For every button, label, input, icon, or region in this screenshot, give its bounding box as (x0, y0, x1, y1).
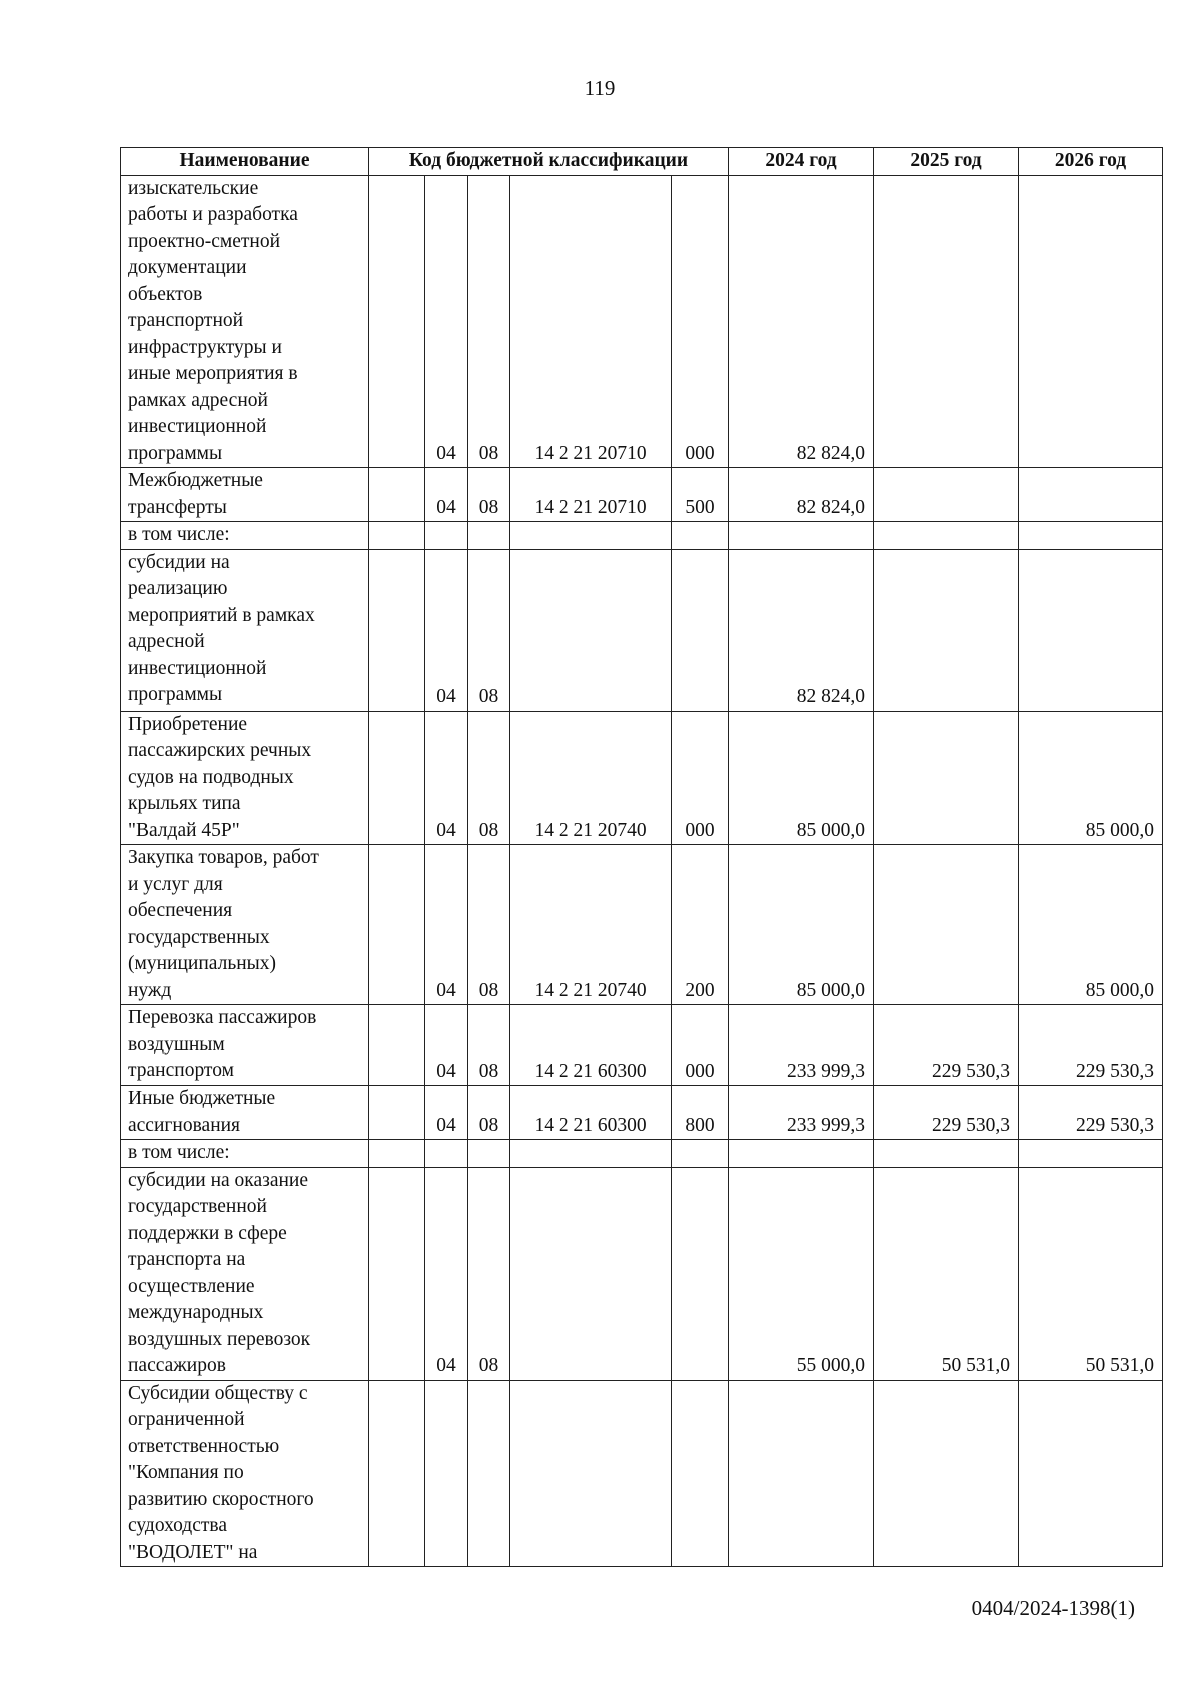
amount-2024: 85 000,0 (729, 711, 874, 845)
amount-2024 (729, 1380, 874, 1567)
table-row (121, 711, 1163, 845)
code-target: 14 2 21 20740 (510, 711, 672, 845)
code-subsection: 08 (468, 845, 510, 1005)
amount-2025 (874, 468, 1019, 522)
row-name: Закупка товаров, работ и услуг для обеспечения государственных (муниципальных) нужд (121, 845, 369, 1005)
code-subsection (468, 1380, 510, 1567)
code-admin (369, 468, 425, 522)
table-row (121, 175, 1163, 468)
amount-2024: 233 999,3 (729, 1086, 874, 1140)
amount-2026 (1019, 468, 1163, 522)
amount-2026 (1019, 549, 1163, 711)
code-target (510, 1380, 672, 1567)
amount-2025 (874, 711, 1019, 845)
amount-2026: 50 531,0 (1019, 1167, 1163, 1380)
amount-2026: 85 000,0 (1019, 845, 1163, 1005)
table-row (121, 549, 1163, 711)
amount-2024: 82 824,0 (729, 175, 874, 468)
code-subsection: 08 (468, 711, 510, 845)
amount-2024: 233 999,3 (729, 1005, 874, 1086)
code-admin (369, 1140, 425, 1168)
table-header-row (121, 148, 1163, 176)
code-target (510, 522, 672, 550)
code-target: 14 2 21 20740 (510, 845, 672, 1005)
amount-2025 (874, 522, 1019, 550)
amount-2024 (729, 522, 874, 550)
amount-2026: 229 530,3 (1019, 1005, 1163, 1086)
header-2024: 2024 год (729, 148, 874, 176)
amount-2024: 82 824,0 (729, 549, 874, 711)
code-subsection: 08 (468, 1086, 510, 1140)
table-row (121, 1167, 1163, 1380)
code-admin (369, 175, 425, 468)
row-name: Приобретение пассажирских речных судов на подводных крыльях типа "Валдай 45Р" (121, 711, 369, 845)
code-section (425, 1380, 468, 1567)
table-row (121, 468, 1163, 522)
amount-2024 (729, 1140, 874, 1168)
amount-2026 (1019, 175, 1163, 468)
amount-2024: 82 824,0 (729, 468, 874, 522)
code-expense-type (672, 522, 729, 550)
row-name: Иные бюджетные ассигнования (121, 1086, 369, 1140)
table-row (121, 1380, 1163, 1567)
code-section: 04 (425, 1167, 468, 1380)
row-name: субсидии на реализацию мероприятий в рамках адресной инвестиционной программы (121, 549, 369, 711)
code-section: 04 (425, 1005, 468, 1086)
code-expense-type: 500 (672, 468, 729, 522)
code-section: 04 (425, 468, 468, 522)
row-name: в том числе: (121, 1140, 369, 1168)
code-admin (369, 1167, 425, 1380)
amount-2025: 229 530,3 (874, 1005, 1019, 1086)
code-expense-type: 000 (672, 175, 729, 468)
code-target (510, 549, 672, 711)
page-number: 119 (584, 76, 616, 100)
code-target (510, 1140, 672, 1168)
code-target: 14 2 21 60300 (510, 1086, 672, 1140)
code-expense-type: 800 (672, 1086, 729, 1140)
row-name: Субсидии обществу с ограниченной ответственностью "Компания по развитию скоростного судоходства "ВОДОЛЕТ" на (121, 1380, 369, 1567)
code-section: 04 (425, 549, 468, 711)
code-target: 14 2 21 20710 (510, 175, 672, 468)
amount-2025: 50 531,0 (874, 1167, 1019, 1380)
code-expense-type (672, 1140, 729, 1168)
code-admin (369, 711, 425, 845)
table-row (121, 845, 1163, 1005)
row-name: субсидии на оказание государственной поддержки в сфере транспорта на осуществление международных воздушных перевозок пассажиров (121, 1167, 369, 1380)
row-name: изыскательские работы и разработка проектно-сметной документации объектов транспортной инфраструктуры и иные мероприятия в рамках адресной инвестиционной программы (121, 175, 369, 468)
amount-2024: 55 000,0 (729, 1167, 874, 1380)
code-admin (369, 1380, 425, 1567)
code-target (510, 1167, 672, 1380)
table-row (121, 1086, 1163, 1140)
code-section: 04 (425, 711, 468, 845)
code-subsection: 08 (468, 468, 510, 522)
row-name: Перевозка пассажиров воздушным транспортом (121, 1005, 369, 1086)
code-subsection: 08 (468, 1005, 510, 1086)
document-code: 0404/2024-1398(1) (971, 1596, 1135, 1620)
code-section (425, 522, 468, 550)
code-admin (369, 1086, 425, 1140)
amount-2025 (874, 549, 1019, 711)
row-name: в том числе: (121, 522, 369, 550)
header-code: Код бюджетной классификации (369, 148, 729, 176)
amount-2026: 85 000,0 (1019, 711, 1163, 845)
code-subsection (468, 1140, 510, 1168)
header-name: Наименование (121, 148, 369, 176)
amount-2025 (874, 1380, 1019, 1567)
amount-2026 (1019, 522, 1163, 550)
amount-2026 (1019, 1380, 1163, 1567)
code-section: 04 (425, 1086, 468, 1140)
code-expense-type: 200 (672, 845, 729, 1005)
code-admin (369, 1005, 425, 1086)
amount-2025 (874, 175, 1019, 468)
code-admin (369, 522, 425, 550)
code-expense-type: 000 (672, 711, 729, 845)
code-subsection: 08 (468, 175, 510, 468)
amount-2026: 229 530,3 (1019, 1086, 1163, 1140)
code-expense-type (672, 1167, 729, 1380)
code-section: 04 (425, 175, 468, 468)
code-expense-type: 000 (672, 1005, 729, 1086)
table-row (121, 1140, 1163, 1168)
code-subsection (468, 522, 510, 550)
code-target: 14 2 21 60300 (510, 1005, 672, 1086)
amount-2026 (1019, 1140, 1163, 1168)
amount-2025: 229 530,3 (874, 1086, 1019, 1140)
amount-2025 (874, 845, 1019, 1005)
code-subsection: 08 (468, 1167, 510, 1380)
code-target: 14 2 21 20710 (510, 468, 672, 522)
row-name: Межбюджетные трансферты (121, 468, 369, 522)
table-row (121, 1005, 1163, 1086)
code-expense-type (672, 549, 729, 711)
budget-table (120, 147, 1163, 1567)
amount-2024: 85 000,0 (729, 845, 874, 1005)
code-admin (369, 549, 425, 711)
code-admin (369, 845, 425, 1005)
code-subsection: 08 (468, 549, 510, 711)
code-section (425, 1140, 468, 1168)
amount-2025 (874, 1140, 1019, 1168)
code-section: 04 (425, 845, 468, 1005)
code-expense-type (672, 1380, 729, 1567)
header-2026: 2026 год (1019, 148, 1163, 176)
header-2025: 2025 год (874, 148, 1019, 176)
table-row (121, 522, 1163, 550)
